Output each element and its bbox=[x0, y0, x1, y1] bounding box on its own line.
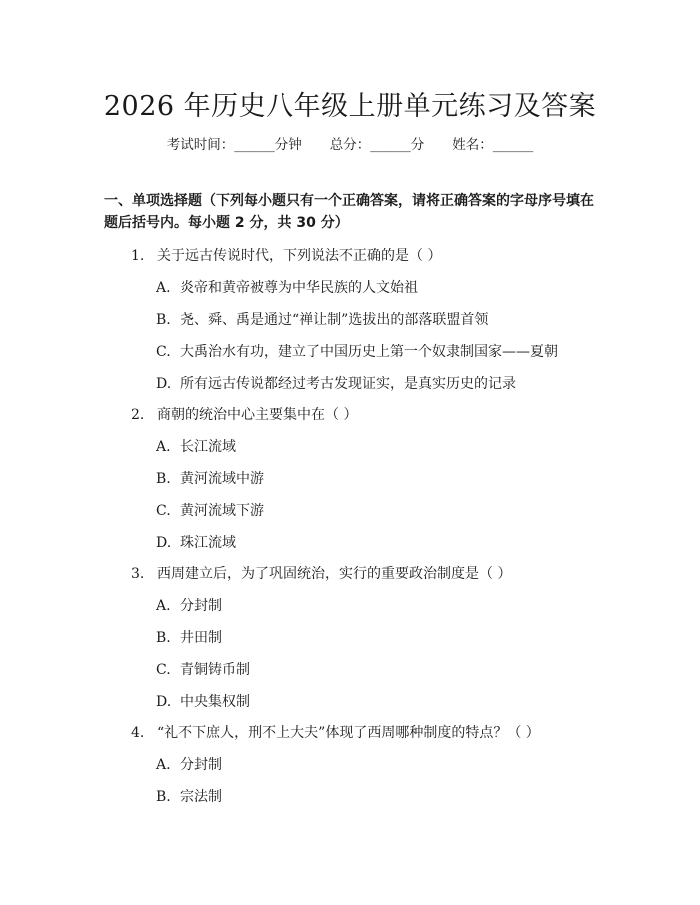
option-text: 宗法制 bbox=[180, 789, 222, 805]
option-text: 炎帝和黄帝被尊为中华民族的人文始祖 bbox=[180, 280, 418, 296]
section-heading bbox=[104, 190, 604, 234]
question-2-option-d bbox=[156, 532, 236, 552]
option-letter: C. bbox=[156, 503, 171, 519]
question-3 bbox=[131, 563, 511, 583]
question-2-option-b bbox=[156, 468, 264, 488]
option-text: 所有远古传说都经过考古发现证实，是真实历史的记录 bbox=[180, 376, 516, 392]
option-letter: A. bbox=[156, 439, 171, 455]
option-text: 尧、舜、禹是通过“禅让制”选拔出的部落联盟首领 bbox=[180, 312, 489, 328]
question-number: 2. bbox=[131, 407, 145, 423]
option-letter: D. bbox=[156, 376, 172, 392]
option-letter: A. bbox=[156, 598, 171, 614]
question-number: 4. bbox=[131, 725, 145, 741]
option-letter: B. bbox=[156, 630, 171, 646]
option-letter: B. bbox=[156, 789, 171, 805]
section-heading-line-1: 一、单项选择题（下列每小题只有一个正确答案，请将正确答案的字母序号填在 bbox=[104, 193, 594, 209]
question-text: 商朝的统治中心主要集中在（ ） bbox=[157, 407, 358, 423]
question-1-option-a bbox=[156, 277, 418, 297]
question-text: 西周建立后，为了巩固统治，实行的重要政治制度是（ ） bbox=[157, 566, 512, 582]
section-heading-line-2: 题后括号内。每小题 2 分，共 30 分） bbox=[104, 215, 349, 231]
exam-meta bbox=[0, 133, 700, 153]
document-title: 2026 年历史八年级上册单元练习及答案 bbox=[103, 91, 597, 122]
option-letter: A. bbox=[156, 280, 171, 296]
question-4-option-b bbox=[156, 786, 222, 806]
option-letter: D. bbox=[156, 694, 172, 710]
question-3-option-a bbox=[156, 595, 222, 615]
option-text: 黄河流域下游 bbox=[180, 503, 264, 519]
option-letter: B. bbox=[156, 312, 171, 328]
question-1-option-b bbox=[156, 309, 488, 329]
option-text: 珠江流域 bbox=[180, 535, 236, 551]
option-text: 中央集权制 bbox=[180, 694, 250, 710]
option-text: 分封制 bbox=[180, 757, 222, 773]
option-text: 分封制 bbox=[180, 598, 222, 614]
question-1 bbox=[131, 245, 441, 265]
question-number: 1. bbox=[131, 248, 145, 264]
student-name-field: 姓名：______ bbox=[452, 137, 534, 153]
question-text: 关于远古传说时代，下列说法不正确的是（ ） bbox=[157, 248, 442, 264]
question-2-option-a bbox=[156, 436, 236, 456]
question-2 bbox=[131, 404, 357, 424]
option-letter: A. bbox=[156, 757, 171, 773]
question-1-option-c bbox=[156, 341, 558, 361]
option-text: 大禹治水有功，建立了中国历史上第一个奴隶制国家——夏朝 bbox=[180, 344, 558, 360]
option-letter: D. bbox=[156, 535, 172, 551]
option-letter: B. bbox=[156, 471, 171, 487]
option-letter: C. bbox=[156, 344, 171, 360]
option-text: 井田制 bbox=[180, 630, 222, 646]
option-text: 黄河流域中游 bbox=[180, 471, 264, 487]
question-4 bbox=[131, 722, 540, 742]
question-3-option-c bbox=[156, 659, 250, 679]
total-score-field: 总分：______分 bbox=[329, 137, 425, 153]
exam-time-field: 考试时间：______分钟 bbox=[166, 137, 302, 153]
question-4-option-a bbox=[156, 754, 222, 774]
option-letter: C. bbox=[156, 662, 171, 678]
question-number: 3. bbox=[131, 566, 145, 582]
option-text: 青铜铸币制 bbox=[180, 662, 250, 678]
option-text: 长江流域 bbox=[180, 439, 236, 455]
question-3-option-d bbox=[156, 691, 250, 711]
question-3-option-b bbox=[156, 627, 222, 647]
question-2-option-c bbox=[156, 500, 264, 520]
question-1-option-d bbox=[156, 373, 516, 393]
question-text: “礼不下庶人，刑不上大夫”体现了西周哪种制度的特点？（ ） bbox=[157, 725, 540, 741]
